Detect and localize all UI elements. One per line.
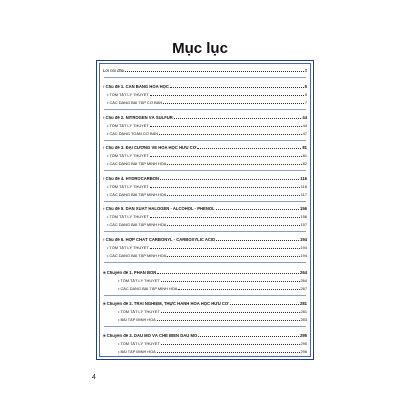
toc-entry bbox=[118, 310, 307, 314]
toc-entry-text: BÀI TẬP MINH HỌA bbox=[120, 318, 156, 322]
section-divider bbox=[104, 262, 306, 263]
section-divider bbox=[104, 77, 306, 78]
dot-leader bbox=[159, 134, 302, 135]
toc-entry bbox=[103, 302, 307, 306]
dot-bullet-icon: • bbox=[118, 350, 121, 354]
dot-leader bbox=[150, 95, 304, 96]
dot-bullet-icon: • bbox=[107, 154, 110, 158]
toc-entry-text: TÓM TẮT LÝ THUYẾT bbox=[109, 124, 149, 128]
toc-entry bbox=[107, 132, 307, 136]
dot-leader bbox=[167, 256, 299, 257]
toc-entry bbox=[107, 246, 307, 250]
toc-entry-page: 156 bbox=[300, 207, 307, 211]
toc-entry-label bbox=[103, 85, 169, 89]
section-divider bbox=[104, 201, 306, 202]
toc-entry-text: Chủ đề 1. CÂN BẰNG HÓA HỌC bbox=[105, 85, 169, 89]
toc-entry-text: TÓM TẮT LÝ THUYẾT bbox=[109, 185, 149, 189]
toc-entry-text: TÓM TẮT LÝ THUYẾT bbox=[109, 154, 149, 158]
toc-entry-page: 5 bbox=[304, 85, 307, 89]
toc-entry-text: Chủ đề 4. HYDROCARBON bbox=[105, 177, 160, 181]
dot-bullet-icon: • bbox=[107, 132, 110, 136]
section-divider bbox=[104, 140, 306, 141]
toc-entry-page: 156 bbox=[300, 215, 307, 219]
toc-entry-text: Chủ đề 3. ĐẠI CƯƠNG VỀ HÓA HỌC HỮU CƠ bbox=[105, 146, 197, 150]
toc-entry-page: 194 bbox=[300, 238, 307, 242]
toc-entry-label bbox=[107, 193, 166, 197]
toc-entry bbox=[103, 177, 307, 181]
dot-leader bbox=[160, 179, 299, 180]
dot-leader bbox=[150, 156, 302, 157]
chevron-bullet-icon: › bbox=[103, 85, 106, 89]
dot-bullet-icon: • bbox=[107, 124, 110, 128]
toc-entry-text: BÀI TẬP MINH HỌA bbox=[120, 350, 156, 354]
dot-leader bbox=[150, 126, 302, 127]
toc-entry-page: 295 bbox=[300, 334, 307, 338]
toc-entry-label bbox=[103, 302, 229, 306]
dot-leader bbox=[178, 289, 299, 290]
toc-entry-page: 82 bbox=[302, 162, 307, 166]
dot-leader bbox=[216, 240, 299, 241]
toc-entry bbox=[103, 146, 307, 150]
toc-entry-page: 116 bbox=[300, 185, 307, 189]
section-divider bbox=[104, 326, 306, 327]
toc-entry-label bbox=[107, 93, 149, 97]
toc-entry bbox=[118, 318, 307, 322]
toc-entry-text: CÁC DẠNG TOÁN CƠ BẢN bbox=[109, 132, 159, 136]
toc-entry-page: 5 bbox=[304, 93, 307, 97]
toc-entry-label bbox=[107, 101, 162, 105]
dot-bullet-icon: • bbox=[107, 162, 110, 166]
toc-entry-page: 44 bbox=[302, 116, 307, 120]
toc-entry bbox=[103, 85, 307, 89]
chevron-bullet-icon: › bbox=[103, 146, 106, 150]
toc-entry-text: CÁC DẠNG BÀI TẬP MINH HỌA bbox=[109, 193, 167, 197]
dot-bullet-icon: • bbox=[107, 223, 110, 227]
toc-entry-text: CÁC DẠNG BÀI TẬP MINH HỌA bbox=[109, 223, 167, 227]
toc-frame bbox=[96, 60, 314, 360]
toc-entry-text: Lời nói đầu bbox=[103, 69, 125, 73]
toc-entry-text: TÓM TẮT LÝ THUYẾT bbox=[120, 279, 160, 283]
toc-entry-text: Chủ đề 2. NITROGEN VÀ SULFUR bbox=[105, 116, 173, 120]
toc-entry-label bbox=[118, 310, 160, 314]
dot-leader bbox=[230, 304, 299, 305]
toc-entry-page: 81 bbox=[302, 146, 307, 150]
toc-entry bbox=[107, 93, 307, 97]
square-bullet-icon: ■ bbox=[103, 302, 107, 306]
section-divider bbox=[104, 231, 306, 232]
square-bullet-icon: ■ bbox=[103, 334, 107, 338]
toc-entry-text: CÁC DẠNG BÀI TẬP MINH HỌA bbox=[120, 287, 178, 291]
toc-entry-text: Chuyên đề 2. TRẢI NGHIỆM, THỰC HÀNH HÓA HỌC HỮU CƠ bbox=[106, 302, 229, 306]
dot-leader bbox=[197, 148, 301, 149]
toc-entry-label bbox=[118, 279, 160, 283]
toc-entry bbox=[103, 238, 307, 242]
dot-bullet-icon: • bbox=[107, 254, 110, 258]
dot-leader bbox=[157, 352, 300, 353]
toc-entry-page: 296 bbox=[300, 350, 307, 354]
toc-entry-text: CÁC DẠNG BÀI TẬP MINH HỌA bbox=[109, 162, 167, 166]
toc-entry bbox=[107, 154, 307, 158]
dot-leader bbox=[157, 320, 300, 321]
toc-entry-label bbox=[107, 154, 149, 158]
toc-entry bbox=[118, 287, 307, 291]
dot-leader bbox=[150, 248, 300, 249]
chevron-bullet-icon: › bbox=[103, 177, 106, 181]
dot-leader bbox=[198, 336, 299, 337]
toc-entry-text: TÓM TẮT LÝ THUYẾT bbox=[120, 342, 160, 346]
toc-entry bbox=[103, 116, 307, 120]
toc-entry-label bbox=[107, 246, 149, 250]
toc-entry bbox=[107, 101, 307, 105]
section-divider bbox=[104, 170, 306, 171]
dot-bullet-icon: • bbox=[118, 318, 121, 322]
toc-entry bbox=[107, 223, 307, 227]
toc-entry-page: 264 bbox=[300, 279, 307, 283]
toc-entry bbox=[103, 207, 307, 211]
toc-entry-page: 3 bbox=[304, 69, 307, 73]
toc-entry-page: 47 bbox=[302, 132, 307, 136]
toc-entry-label bbox=[103, 146, 196, 150]
dot-bullet-icon: • bbox=[107, 193, 110, 197]
toc-entry-label bbox=[118, 318, 156, 322]
toc-entry-label bbox=[118, 350, 156, 354]
toc-entry bbox=[107, 162, 307, 166]
toc-entry-label bbox=[103, 177, 159, 181]
section-divider bbox=[104, 109, 306, 110]
toc-entry-label bbox=[118, 287, 177, 291]
toc-title: Mục lục bbox=[172, 40, 228, 57]
toc-entry-label bbox=[107, 162, 166, 166]
dot-bullet-icon: • bbox=[118, 279, 121, 283]
toc-entry-page: 281 bbox=[300, 302, 307, 306]
toc-entry-label bbox=[103, 238, 215, 242]
toc-entry-page: 194 bbox=[300, 254, 307, 258]
section-divider bbox=[104, 295, 306, 296]
toc-entry-page: 295 bbox=[300, 342, 307, 346]
toc-entry-page: 157 bbox=[300, 223, 307, 227]
toc-entry bbox=[118, 350, 307, 354]
dot-bullet-icon: • bbox=[118, 310, 121, 314]
dot-bullet-icon: • bbox=[107, 93, 110, 97]
chevron-bullet-icon: › bbox=[103, 116, 106, 120]
chevron-bullet-icon: › bbox=[103, 238, 106, 242]
toc-entry-text: TÓM TẮT LÝ THUYẾT bbox=[109, 246, 149, 250]
toc-entry-label bbox=[103, 207, 215, 211]
toc-entry-label bbox=[107, 254, 166, 258]
toc-entry-page: 194 bbox=[300, 246, 307, 250]
dot-leader bbox=[150, 217, 300, 218]
toc-entry-label bbox=[103, 334, 197, 338]
toc-entry-text: TÓM TẮT LÝ THUYẾT bbox=[120, 310, 160, 314]
toc-entry-label bbox=[103, 69, 124, 73]
dot-bullet-icon: • bbox=[107, 185, 110, 189]
dot-bullet-icon: • bbox=[118, 287, 121, 291]
toc-entry-label bbox=[118, 342, 160, 346]
toc-entry bbox=[107, 185, 307, 189]
dot-leader bbox=[161, 281, 300, 282]
toc-entry-page: 267 bbox=[300, 287, 307, 291]
dot-bullet-icon: • bbox=[107, 215, 110, 219]
toc-entry-label bbox=[103, 271, 156, 275]
dot-bullet-icon: • bbox=[107, 246, 110, 250]
toc-entry-text: Chủ đề 6. HỢP CHẤT CARBONYL - CARBOXYLIC ACID bbox=[105, 238, 216, 242]
toc-entry bbox=[103, 271, 307, 275]
dot-leader bbox=[161, 344, 300, 345]
toc-entry-text: TÓM TẮT LÝ THUYẾT bbox=[109, 93, 149, 97]
toc-entry-text: Chủ đề 5. DẪN XUẤT HALOGEN - ALCOHOL - PHENOL bbox=[105, 207, 215, 211]
toc-entry-label bbox=[107, 223, 166, 227]
toc-entry bbox=[103, 69, 307, 73]
chevron-bullet-icon: › bbox=[103, 207, 106, 211]
toc-entry bbox=[118, 279, 307, 283]
toc-entry-page: 264 bbox=[300, 271, 307, 275]
dot-leader bbox=[150, 187, 300, 188]
dot-leader bbox=[167, 164, 301, 165]
toc-entry-page: 116 bbox=[300, 177, 307, 181]
dot-leader bbox=[167, 195, 299, 196]
toc-entry bbox=[103, 334, 307, 338]
toc-entry-text: TÓM TẮT LÝ THUYẾT bbox=[109, 215, 149, 219]
dot-leader bbox=[170, 87, 304, 88]
dot-bullet-icon: • bbox=[107, 101, 110, 105]
toc-entry-page: 7 bbox=[304, 101, 307, 105]
toc-inner-frame bbox=[99, 63, 311, 357]
toc-entry-page: 117 bbox=[300, 193, 307, 197]
toc-entry bbox=[107, 193, 307, 197]
toc-entry bbox=[107, 124, 307, 128]
toc-entry-text: Chuyên đề 3. DẦU MỎ VÀ CHẾ BIẾN DẦU MỎ bbox=[106, 334, 198, 338]
toc-entry-text: Chuyên đề 1. PHÂN BÓN bbox=[106, 271, 157, 275]
square-bullet-icon: ■ bbox=[103, 271, 107, 275]
toc-entry-page: 283 bbox=[300, 318, 307, 322]
dot-leader bbox=[157, 273, 299, 274]
toc-entry-label bbox=[107, 215, 149, 219]
toc-entry bbox=[107, 254, 307, 258]
dot-leader bbox=[125, 71, 303, 72]
toc-entry-page: 81 bbox=[302, 154, 307, 158]
toc-entry bbox=[118, 342, 307, 346]
dot-bullet-icon: • bbox=[118, 342, 121, 346]
toc-entry-page: 281 bbox=[300, 310, 307, 314]
toc-entry-label bbox=[107, 185, 149, 189]
toc-entry-text: CÁC DẠNG BÀI TẬP CƠ BẢN bbox=[109, 101, 163, 105]
toc-entry bbox=[107, 215, 307, 219]
page-number: 4 bbox=[92, 374, 96, 381]
toc-entry-text: CÁC DẠNG BÀI TẬP MINH HỌA bbox=[109, 254, 167, 258]
toc-entry-page: 44 bbox=[302, 124, 307, 128]
toc-entry-label bbox=[107, 124, 149, 128]
dot-leader bbox=[167, 225, 299, 226]
dot-leader bbox=[216, 209, 299, 210]
toc-entries bbox=[100, 64, 310, 356]
dot-leader bbox=[163, 103, 304, 104]
toc-entry-label bbox=[107, 132, 158, 136]
dot-leader bbox=[174, 118, 302, 119]
dot-leader bbox=[161, 312, 300, 313]
toc-entry-label bbox=[103, 116, 173, 120]
